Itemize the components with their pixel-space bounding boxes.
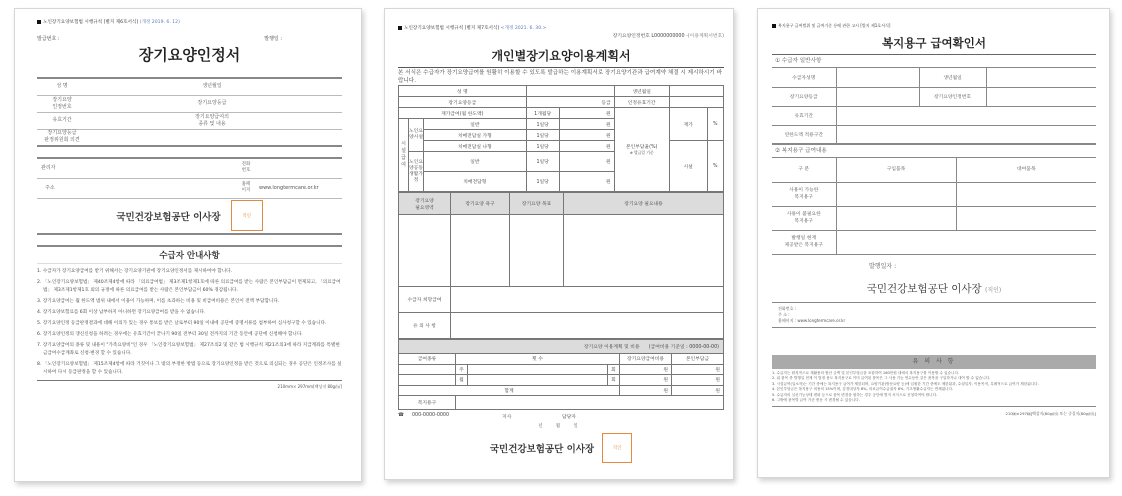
list-item: 2. 위 품목 중 발행일 현재 이 법정 용도 복지용구로 이미 급여된 품목은 그 사용 가능 연수동안 같은 품목을 구입하거나 대여 할 수 없습니다. [772, 376, 991, 380]
list-item: 2. 「노인장기요양보험법」 제40조제4항에 따라 「의료급여법」 제3조제1항제1호에 따른 의료급여를 받는 사람은 본인부담금이 면제되고, 「의료급여법」 제3조제1항제1호 외의 규정에 따른 의료급여를 받는 사람은 본인부담금이 60% 경감됩니다. [37, 279, 341, 293]
contact-line [398, 413, 724, 420]
form-header: 노인장기요양보험법 시행규칙 [별지 제7호서식] <개정 2021. 6. 30.> [398, 25, 724, 31]
table-row: 유효기간 장기요양급여의 종류 및 내용 [37, 112, 342, 129]
table-row: 장기요양 인정번호 장기요양등급 [37, 95, 342, 112]
square-bullet-icon [772, 24, 776, 28]
list-item: 7. 장기요양급여의 종류 및 내용이 "가족요양비"인 경우 「노인장기요양보험법」 제27조의2 및 같은 법 시행규칙 제21조의3에 따라 지급계좌를 특별현금급여수급계좌로 신청·변경 할 수 있습니다. [37, 342, 340, 356]
table-row: 주소 홈페 이지 www.longtermcare.or.kr [37, 178, 342, 198]
list-item: 8. 「노인장기요양보험법」 제15조제4항에 따라 거짓이나 그 밖의 부정한 방법 등으로 장기요양인정을 받은 것으로 의심되는 경우 공단은 인정조사를 실시하여 다시 등급판정을 할 수 있습니다. [37, 361, 342, 375]
welfare-equipment-confirmation [757, 8, 1110, 478]
signature-block [37, 199, 342, 235]
homepage-link[interactable]: www.longtermcare.or.kr [255, 178, 342, 198]
square-bullet-icon [398, 26, 402, 30]
table-row: 장기요양 이용계획 및 비용 (급여비용 기준일 : 0000-00-00) [399, 340, 724, 354]
table-row: 재가급여(월 한도액) 1개월당 원 본인부담율(%) ※ 발급일 기준 재가 % [399, 108, 724, 119]
table-row: 관리자 전화 번호 [37, 158, 342, 178]
care-plan-document [384, 8, 734, 480]
section-recipient-info: ① 수급자 일반사항 [772, 55, 1096, 68]
signatory: 국민건강보험공단 이사장 [489, 444, 595, 455]
table-row: 복지용구 [399, 396, 724, 410]
recipient-info-table [772, 68, 1096, 145]
document-title: 복지용구 급여확인서 [772, 35, 1096, 55]
signatory: 국민건강보험공단 이사장 [116, 211, 221, 223]
table-row: 유 의 사 항 [399, 313, 724, 339]
table-row: 장기요양등급 등급 인정유효기간 [399, 97, 724, 108]
issue-date-label: 발행일자 : [869, 262, 897, 270]
table-row: 수급자 희망급여 [399, 287, 724, 313]
form-header: 복지용구 급여범위 및 급여기준 등에 관한 고시 [별지 제1호서식] [772, 23, 1096, 29]
table-row: 치매전담실 나형 1일당 원 시설 % [399, 141, 724, 152]
manager-label: 담당자 [562, 415, 576, 420]
long-term-care-certificate [14, 8, 362, 482]
table-row [399, 215, 724, 287]
table-row: 시설급여 노인요양시설 일반 1일당 원 [399, 119, 724, 130]
contact-info: 전화번호 : 주 소 : 홈페이지 : www.longtermcare.or.kr [772, 302, 1096, 328]
table-row: 연한도액 적용구간 [772, 125, 1096, 144]
notice-title: 수급자 안내사항 [37, 245, 342, 264]
table-row: 장기요양등급 판정위원회 의견 [37, 129, 342, 146]
document-title: 개인별장기요양이용계획서 [491, 49, 631, 63]
list-item: 4. 장기요양보험료를 6회 이상 납부하지 아니하면 장기요양급여를 받을 수 없습니다. [37, 309, 206, 315]
plan-cost-table [398, 339, 724, 410]
notice-title: 유 의 사 항 [772, 355, 1096, 369]
paper-spec-footer: 210mm× 297mm[백상지 80g/㎡] [37, 380, 342, 390]
list-item: 6. 장기요양인정의 갱신신청을 하려는 경우에는 유효기간이 끝나기 90일 전부터 30일 전까지의 기간 동안에 공단에 신청해야 합니다. [37, 331, 303, 337]
table-row: 주 회 원 원 [399, 364, 724, 375]
notice-list [772, 371, 1096, 404]
list-item: 5. 수급자의 심신기능상태 변화 등으로 품목 변경을 원하는 경우 공단에 별지 서식으로 신청하여야 합니다. [772, 392, 938, 397]
square-bullet-icon [37, 20, 41, 24]
official-seal-stamp: 직인 [231, 200, 263, 231]
issue-meta [37, 35, 342, 42]
cert-number: 장기요양인정번호 L0000000000 -(이용계획서번호) [612, 34, 724, 39]
table-row: 장기요양 필요영역 장기요양 욕구 장기요양 목표 장기요양 필요내용 [399, 193, 724, 215]
recipient-info-table [37, 77, 342, 147]
paper-spec-footer: 210㎜×297㎜[백상지(80g/㎡) 또는 중질지(80g/㎡)] [772, 406, 1096, 417]
table-row: 성 명 생년월일 [399, 86, 724, 97]
list-item: 6. 그밖에 품목별 급여 기준 변동 시 변경될 수 있습니다. [772, 398, 860, 402]
signatory: 국민건강보험공단 이사장 [866, 282, 982, 295]
table-row: 합계 원 원 [399, 385, 724, 396]
date-line: 년 월 일 [538, 424, 584, 429]
document-title: 장기요양인정서 [138, 46, 241, 64]
table-row: 치매전담형 1일당 원 [399, 172, 724, 192]
issue-date-label: 발행일 : [264, 36, 282, 42]
table-row: 수급자성명 생년월일 [772, 68, 1096, 87]
intro-text: 본 서식은 수급자가 장기요양급여를 원활히 이용할 수 있도록 발급하는 이용계획서로 장기요양기관과 급여계약 체결 시 제시하시기 바랍니다. [398, 67, 724, 85]
notice-list [37, 268, 342, 377]
table-row: 성 명 생년월일 [37, 78, 342, 95]
official-seal-text: (직인) [984, 286, 1002, 294]
table-row: 사용이 불필요한 복지용구 [772, 206, 1096, 230]
signature-block [772, 281, 1096, 296]
benefit-table [398, 85, 724, 192]
signature-block [398, 433, 724, 463]
table-row: 유효기간 [772, 106, 1096, 125]
list-item: 1. 수급자가 장기요양급여를 받기 위해서는 장기요양기관에 장기요양인정서를 제시하여야 합니다. [37, 268, 233, 274]
needs-table [398, 192, 724, 339]
homepage-link[interactable]: 홈페이지 : www.longtermcare.or.kr [778, 317, 846, 323]
official-seal-stamp: 직인 [602, 433, 632, 463]
phone-icon: ☎ [398, 413, 404, 418]
table-row: 급여종류 횟 수 장기요양급여비용 본인부담금 [399, 354, 724, 365]
agency-info-table [37, 157, 342, 199]
table-row: 구 분 구입품목 대여품목 [772, 158, 1096, 182]
table-row: 장기요양등급 장기요양인정번호 [772, 87, 1096, 106]
equipment-table [772, 158, 1096, 255]
list-item: 5. 장기요양인정 등급판정결과에 대해 이의가 있는 경우 통보를 받은 날로부터 90일 이내에 공단에 증명서류를 첨부하여 심사청구할 수 있습니다. [37, 320, 327, 326]
section-equipment-benefits: ② 복지용구 급여내용 [772, 145, 1096, 158]
issue-number-label: 발급번호 : [37, 36, 60, 42]
list-item: 3. 시설급여(입소자)는 기간 중에는 복지용구 급여가 제한되며, 요양기관(방문요양 등)에 입원한 기간 중에도 제한됨과, 수령일자, 이용목적, 특례적으로 급여가 제한됩니다. [772, 381, 1039, 386]
list-item: 4. 본인부담금은 복지용구 비용의 15%이며, 감경대상자 8%, 의료급여수급권자 6%, 기초생활수급자는 면제됩니다. [772, 387, 954, 391]
table-row: 치매전담실 가형 1일당 원 [399, 130, 724, 141]
table-row: 노인요양공동생활가정 일반 1일당 원 [399, 152, 724, 172]
table-row: 사용이 가능한 복지용구 [772, 182, 1096, 206]
table-row: 발행일 현재 제공받은 복지용구 [772, 230, 1096, 254]
list-item: 1. 수급자는 원칙적으로 재활용의 합산 금액 및 본인부담금을 포함하여 160만원 내에서 복지용구를 이용할 수 있습니다. [772, 370, 960, 375]
phone-number: 000-0000-0000 [412, 413, 450, 418]
form-header: 노인장기요양보험법 시행규칙 [별지 제6호서식] (개정 2019. 6. 12) [37, 19, 342, 25]
list-item: 3. 장기요양급여는 월 한도액 범위 내에서 이용이 가능하며, 이를 초과하는 비용 및 비급여비용은 본인이 전액 부담합니다. [37, 298, 280, 304]
branch-label: 지사 [502, 415, 512, 420]
table-row: 월 회 원 원 [399, 375, 724, 386]
